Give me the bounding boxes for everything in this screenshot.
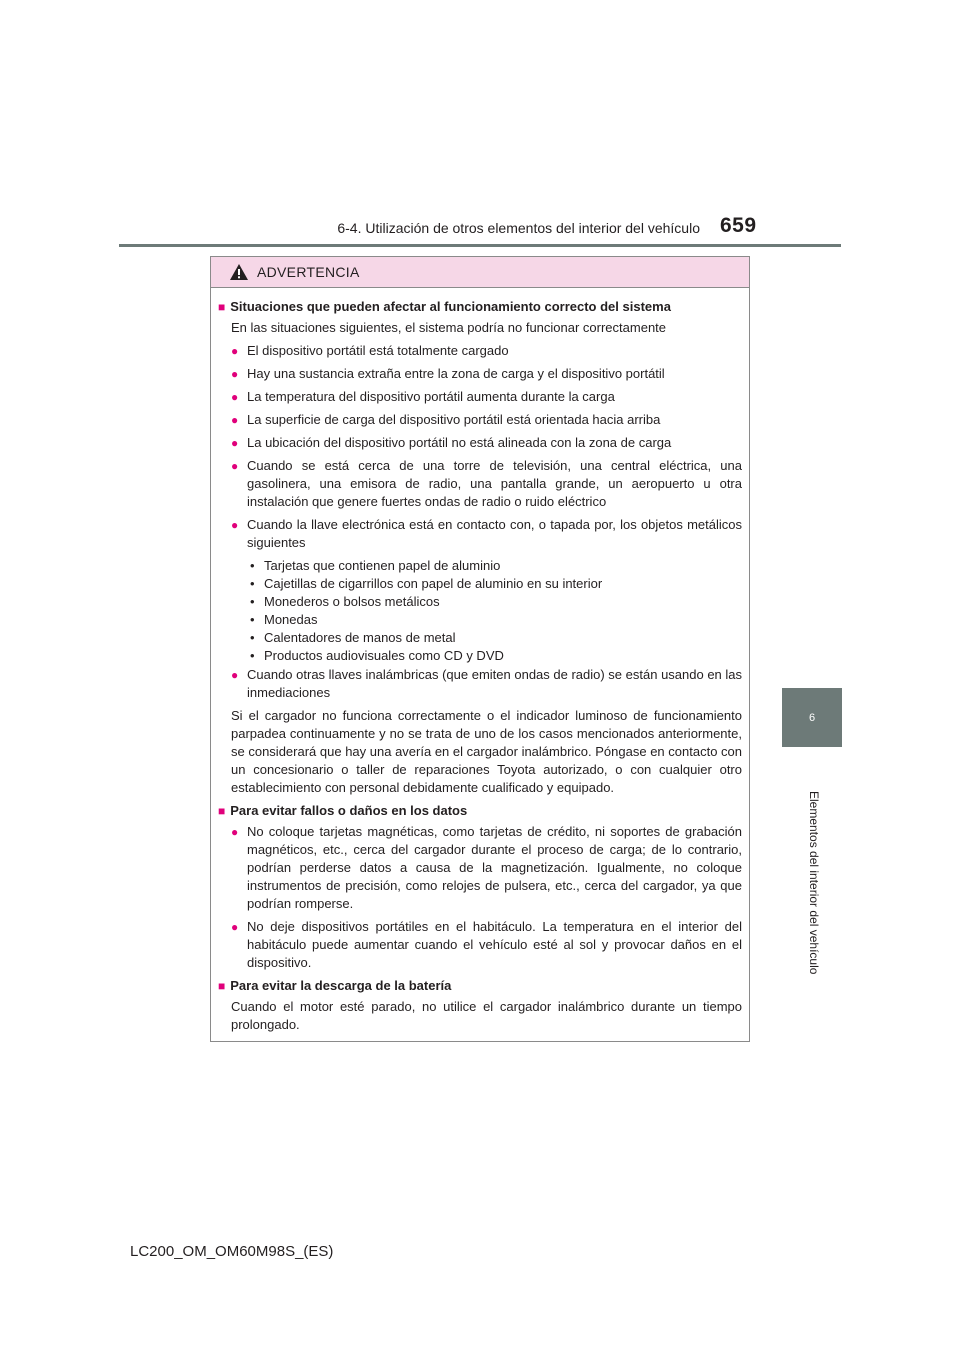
section-title: 6-4. Utilización de otros elementos del interior del vehículo bbox=[337, 220, 700, 236]
header-divider bbox=[119, 244, 841, 247]
circle-bullet-icon: ● bbox=[231, 367, 239, 381]
circle-bullet-icon: ● bbox=[231, 390, 239, 404]
circle-bullet-icon: ● bbox=[231, 518, 239, 532]
square-bullet-icon: ■ bbox=[218, 300, 226, 314]
page-number: 659 bbox=[720, 214, 757, 237]
warning-title: ADVERTENCIA bbox=[257, 264, 360, 280]
square-bullet-icon: ■ bbox=[218, 804, 226, 818]
list-item: ● El dispositivo portátil está totalmente cargado bbox=[231, 343, 509, 358]
warning-header bbox=[211, 257, 749, 288]
section-heading: ■ Para evitar fallos o daños en los datos bbox=[218, 803, 468, 818]
sub-list-item: • Monederos o bolsos metálicos bbox=[250, 594, 440, 609]
circle-bullet-icon: ● bbox=[231, 825, 239, 839]
circle-bullet-icon: ● bbox=[231, 413, 239, 427]
sub-list bbox=[218, 557, 742, 665]
sub-list-item: • Monedas bbox=[250, 612, 318, 627]
section-closing: Si el cargador no funciona correctamente o el indicador luminoso de funcionamiento parpadea continuamente y no se trata de uno de los casos mencionados anteriormente, se considerará que hay una avería en el cargador inalámbrico. Póngase en contacto con un concesionario o taller de reparaciones Toyota autorizado, o con cualquier otro establecimiento con personal debidamente cualificado y equipado. bbox=[231, 708, 742, 795]
circle-bullet-icon: ● bbox=[231, 920, 239, 934]
list-item: ● Cuando otras llaves inalámbricas (que emiten ondas de radio) se están usando en las inmediaciones bbox=[231, 667, 743, 700]
warning-body bbox=[211, 288, 749, 1034]
circle-bullet-icon: ● bbox=[231, 344, 239, 358]
section-heading: ■ Para evitar la descarga de la batería bbox=[218, 978, 452, 993]
section-intro: Cuando el motor esté parado, no utilice el cargador inalámbrico durante un tiempo prolongado. bbox=[231, 999, 742, 1032]
list-item: ● No coloque tarjetas magnéticas, como tarjetas de crédito, ni soportes de grabación magnéticos, etc., cerca del cargador durante el proceso de carga; de lo contrario, podrían perderse datos a causa de la magnetización. Igualmente, no coloque instrumentos de precisión, como relojes de pulsera, etc., cerca del cargador, ya que podrían romperse. bbox=[231, 824, 742, 911]
list-item: ● No deje dispositivos portátiles en el habitáculo. La temperatura en el interior del habitáculo puede aumentar cuando el vehículo esté al sol y provocar daños en el dispositivo. bbox=[231, 919, 742, 970]
document-code: LC200_OM_OM60M98S_(ES) bbox=[130, 1243, 334, 1260]
sub-list-item: • Calentadores de manos de metal bbox=[250, 630, 456, 645]
chapter-tab bbox=[782, 688, 842, 747]
list-item: ● Cuando la llave electrónica está en contacto con, o tapada por, los objetos metálicos siguientes bbox=[231, 517, 742, 550]
square-bullet-icon: ■ bbox=[218, 979, 226, 993]
sub-list-item: • Productos audiovisuales como CD y DVD bbox=[250, 648, 504, 663]
chapter-label: Elementos del interior del vehículo bbox=[807, 791, 821, 975]
sub-list-item: • Tarjetas que contienen papel de aluminio bbox=[250, 558, 501, 573]
list-item: ● Hay una sustancia extraña entre la zona de carga y el dispositivo portátil bbox=[231, 366, 665, 381]
list-item: ● La superficie de carga del dispositivo portátil está orientada hacia arriba bbox=[231, 412, 661, 427]
circle-bullet-icon: ● bbox=[231, 668, 239, 682]
sub-list-item: • Cajetillas de cigarrillos con papel de aluminio en su interior bbox=[250, 576, 603, 591]
list-item: ● La temperatura del dispositivo portátil aumenta durante la carga bbox=[231, 389, 615, 404]
circle-bullet-icon: ● bbox=[231, 459, 239, 473]
warning-box bbox=[210, 256, 750, 1042]
list-item: ● La ubicación del dispositivo portátil no está alineada con la zona de carga bbox=[231, 435, 672, 450]
circle-bullet-icon: ● bbox=[231, 436, 239, 450]
chapter-number: 6 bbox=[808, 711, 816, 724]
section-heading: ■ Situaciones que pueden afectar al funcionamiento correcto del sistema bbox=[218, 299, 671, 314]
warning-triangle-icon bbox=[229, 263, 249, 281]
section-intro: En las situaciones siguientes, el sistema podría no funcionar correctamente bbox=[231, 320, 667, 335]
list-item: ● Cuando se está cerca de una torre de televisión, una central eléctrica, una gasolinera, una emisora de radio, una pantalla grande, un aeropuerto u otra instalación que genere fuertes ondas de radio o ruido eléctrico bbox=[231, 458, 742, 509]
